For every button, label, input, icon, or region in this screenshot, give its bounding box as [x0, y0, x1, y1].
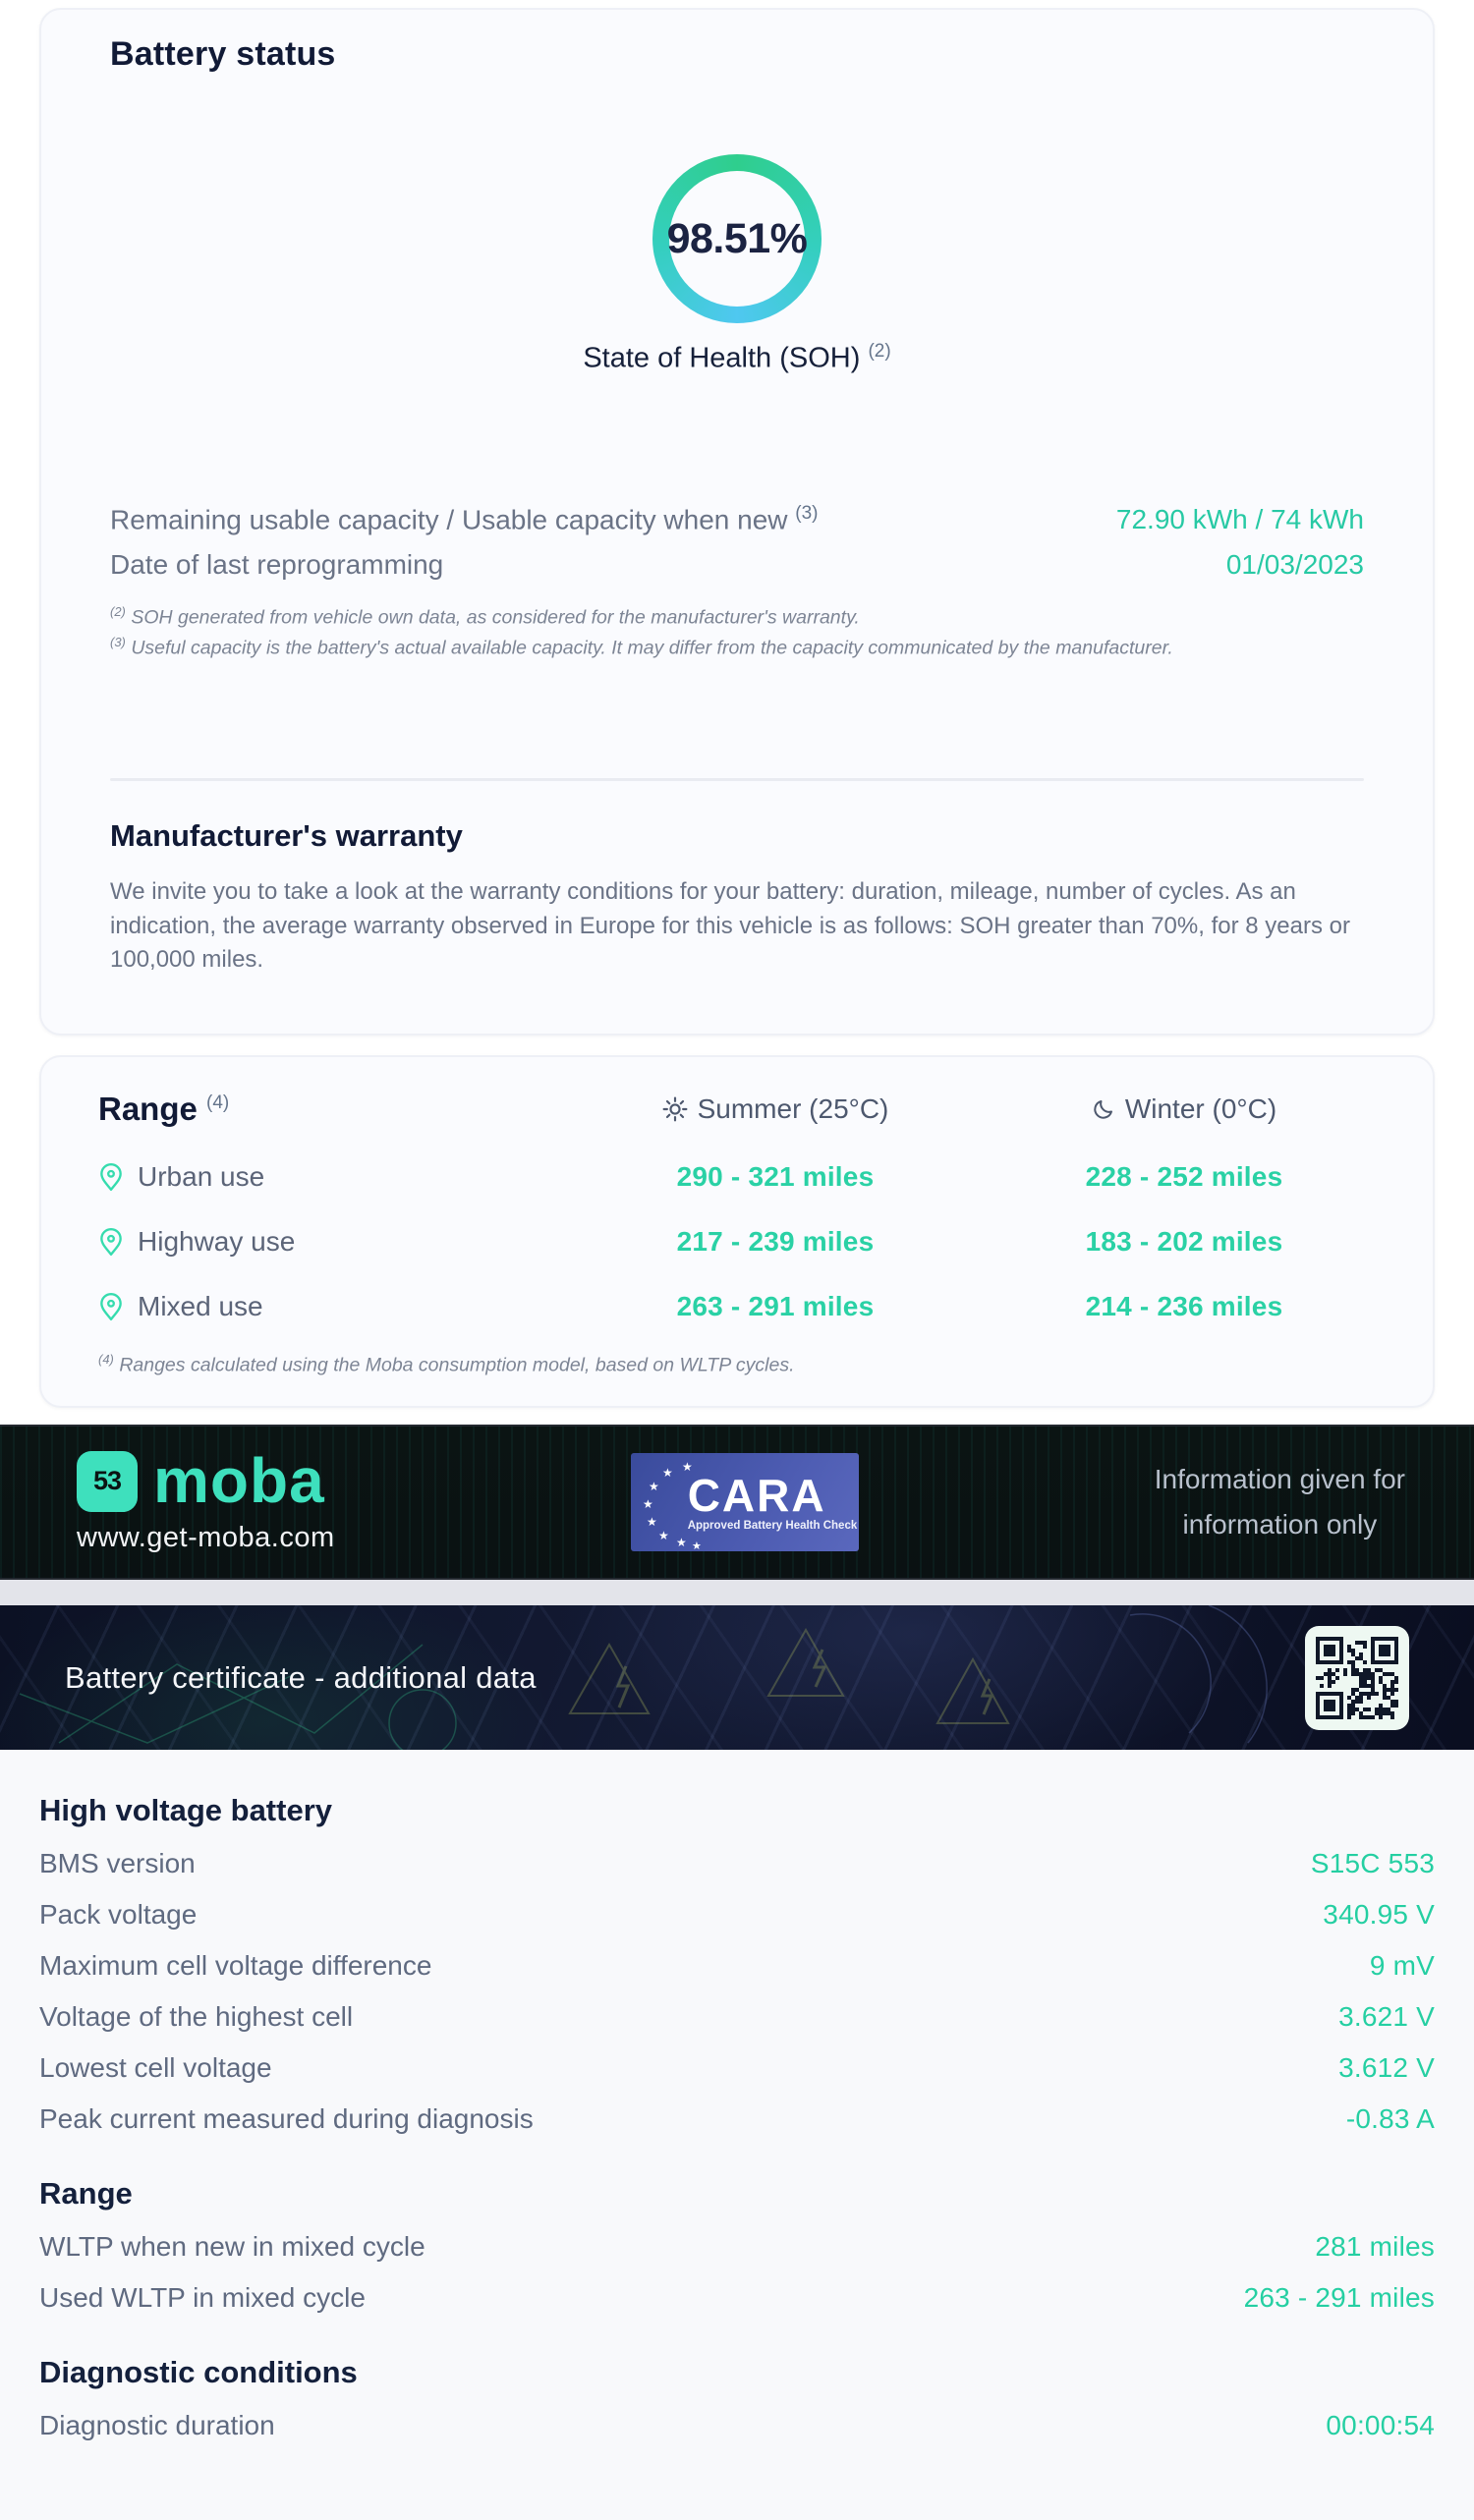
detail-row: Voltage of the highest cell 3.621 V	[39, 2001, 1435, 2033]
range-row-highway	[98, 1226, 1376, 1258]
moba-website-url: www.get-moba.com	[77, 1521, 335, 1553]
highway-summer-value: 217 - 239 miles	[676, 1225, 875, 1257]
range-footnote: $^{(4)}$ Ranges calculated using the Moba consumption model, based on WLTP cycles.	[98, 1351, 795, 1376]
range-row-mixed	[98, 1291, 1376, 1322]
winter-column-header: Winter (0°C)	[992, 1093, 1376, 1125]
moba-logo-icon: 53	[77, 1451, 138, 1512]
cara-title: CARA	[687, 1470, 826, 1522]
svg-text:★: ★	[657, 1529, 669, 1543]
battery-status-title: Battery status	[110, 35, 336, 73]
footnote-3: $^{(3)}$ Useful capacity is the battery's actual available capacity. It may differ from the capacity communicated by the manufacturer.	[110, 634, 1173, 659]
reprogramming-row	[110, 549, 1364, 581]
capacity-label: Remaining usable capacity / Usable capacity when new $^{(3)}$	[110, 502, 819, 534]
urban-summer-value: 290 - 321 miles	[676, 1160, 875, 1192]
svg-text:★: ★	[675, 1536, 687, 1550]
brand-footer-bar	[0, 1425, 1474, 1580]
capacity-footnote-ref: (3)	[795, 502, 819, 524]
disclaimer-text: Information given for information only	[1154, 1464, 1405, 1540]
section-heading-diagnostic-conditions: Diagnostic conditions	[39, 2355, 358, 2390]
capacity-value: 72.90 kWh / 74 kWh	[1115, 503, 1364, 534]
warranty-body: We invite you to take a look at the warranty conditions for your battery: duration, mileage, number of cycles. As an indication, the average warranty observed in Europe for this vehicle is as follows: SOH greater than 70%, for 8 years or 100,000 miles.	[110, 878, 1350, 973]
detail-row: Peak current measured during diagnosis -0.83 A	[39, 2103, 1435, 2135]
detail-row: Pack voltage 340.95 V	[39, 1899, 1435, 1931]
detail-row: WLTP when new in mixed cycle 281 miles	[39, 2231, 1435, 2263]
moba-logo-block	[77, 1444, 335, 1554]
capacity-row	[110, 503, 1364, 535]
highway-winter-value: 183 - 202 miles	[1085, 1225, 1283, 1257]
urban-winter-value: 228 - 252 miles	[1085, 1160, 1283, 1192]
range-row-label: Highway use	[138, 1225, 296, 1257]
range-card	[39, 1055, 1435, 1409]
range-row-label: Mixed use	[138, 1290, 263, 1321]
footnote-2: $^{(2)}$ SOH generated from vehicle own data, as considered for the manufacturer's warranty.	[110, 603, 860, 629]
soh-footnote-ref: (2)	[868, 341, 891, 362]
sun-icon	[662, 1096, 688, 1122]
mixed-summer-value: 263 - 291 miles	[676, 1290, 875, 1321]
section-divider	[110, 778, 1364, 781]
certificate-header-band	[0, 1605, 1474, 1750]
soh-label: State of Health (SOH) $^{(2)}$	[583, 341, 891, 374]
cara-logo	[631, 1453, 859, 1551]
soh-gauge	[110, 154, 1364, 375]
svg-text:★: ★	[691, 1540, 702, 1553]
svg-text:★: ★	[642, 1497, 653, 1512]
section-heading-high-voltage-battery: High voltage battery	[39, 1793, 332, 1828]
moon-icon	[1092, 1097, 1115, 1121]
range-row-urban	[98, 1161, 1376, 1193]
mixed-winter-value: 214 - 236 miles	[1085, 1290, 1283, 1321]
cara-stars-icon	[635, 1455, 704, 1558]
moba-wordmark: moba	[153, 1444, 325, 1516]
reprogramming-date: 01/03/2023	[1225, 548, 1364, 580]
svg-text:★: ★	[646, 1515, 657, 1530]
warranty-title: Manufacturer's warranty	[110, 818, 463, 854]
detail-row: Maximum cell voltage difference 9 mV	[39, 1950, 1435, 1982]
battery-status-card	[39, 8, 1435, 1036]
footnotes	[110, 602, 1364, 663]
soh-ring-chart	[652, 154, 822, 323]
range-header-row	[98, 1091, 1376, 1128]
svg-text:★: ★	[681, 1460, 693, 1475]
page-break-strip	[0, 1580, 1474, 1605]
range-title: Range $^{(4)}$	[98, 1090, 230, 1127]
cara-subtitle: Approved Battery Health Check	[687, 1520, 858, 1533]
qr-code-icon	[1305, 1626, 1409, 1730]
location-pin-icon	[98, 1292, 124, 1321]
summer-column-header: Summer (25°C)	[558, 1093, 992, 1125]
capacity-rows	[110, 503, 1364, 581]
range-footnote-ref: (4)	[206, 1092, 230, 1113]
range-row-label: Urban use	[138, 1160, 265, 1192]
svg-text:★: ★	[661, 1466, 673, 1481]
location-pin-icon	[98, 1227, 124, 1257]
soh-value: 98.51%	[666, 214, 808, 262]
detail-row: BMS version S15C 553	[39, 1848, 1435, 1879]
section-heading-range: Range	[39, 2176, 133, 2212]
additional-data-section	[0, 1750, 1474, 2520]
certificate-title: Battery certificate - additional data	[65, 1659, 537, 1695]
reprogramming-label: Date of last reprogramming	[110, 548, 444, 580]
detail-row: Lowest cell voltage 3.612 V	[39, 2052, 1435, 2084]
detail-row: Used WLTP in mixed cycle 263 - 291 miles	[39, 2282, 1435, 2314]
location-pin-icon	[98, 1162, 124, 1192]
svg-text:★: ★	[648, 1480, 659, 1494]
detail-row: Diagnostic duration 00:00:54	[39, 2410, 1435, 2441]
